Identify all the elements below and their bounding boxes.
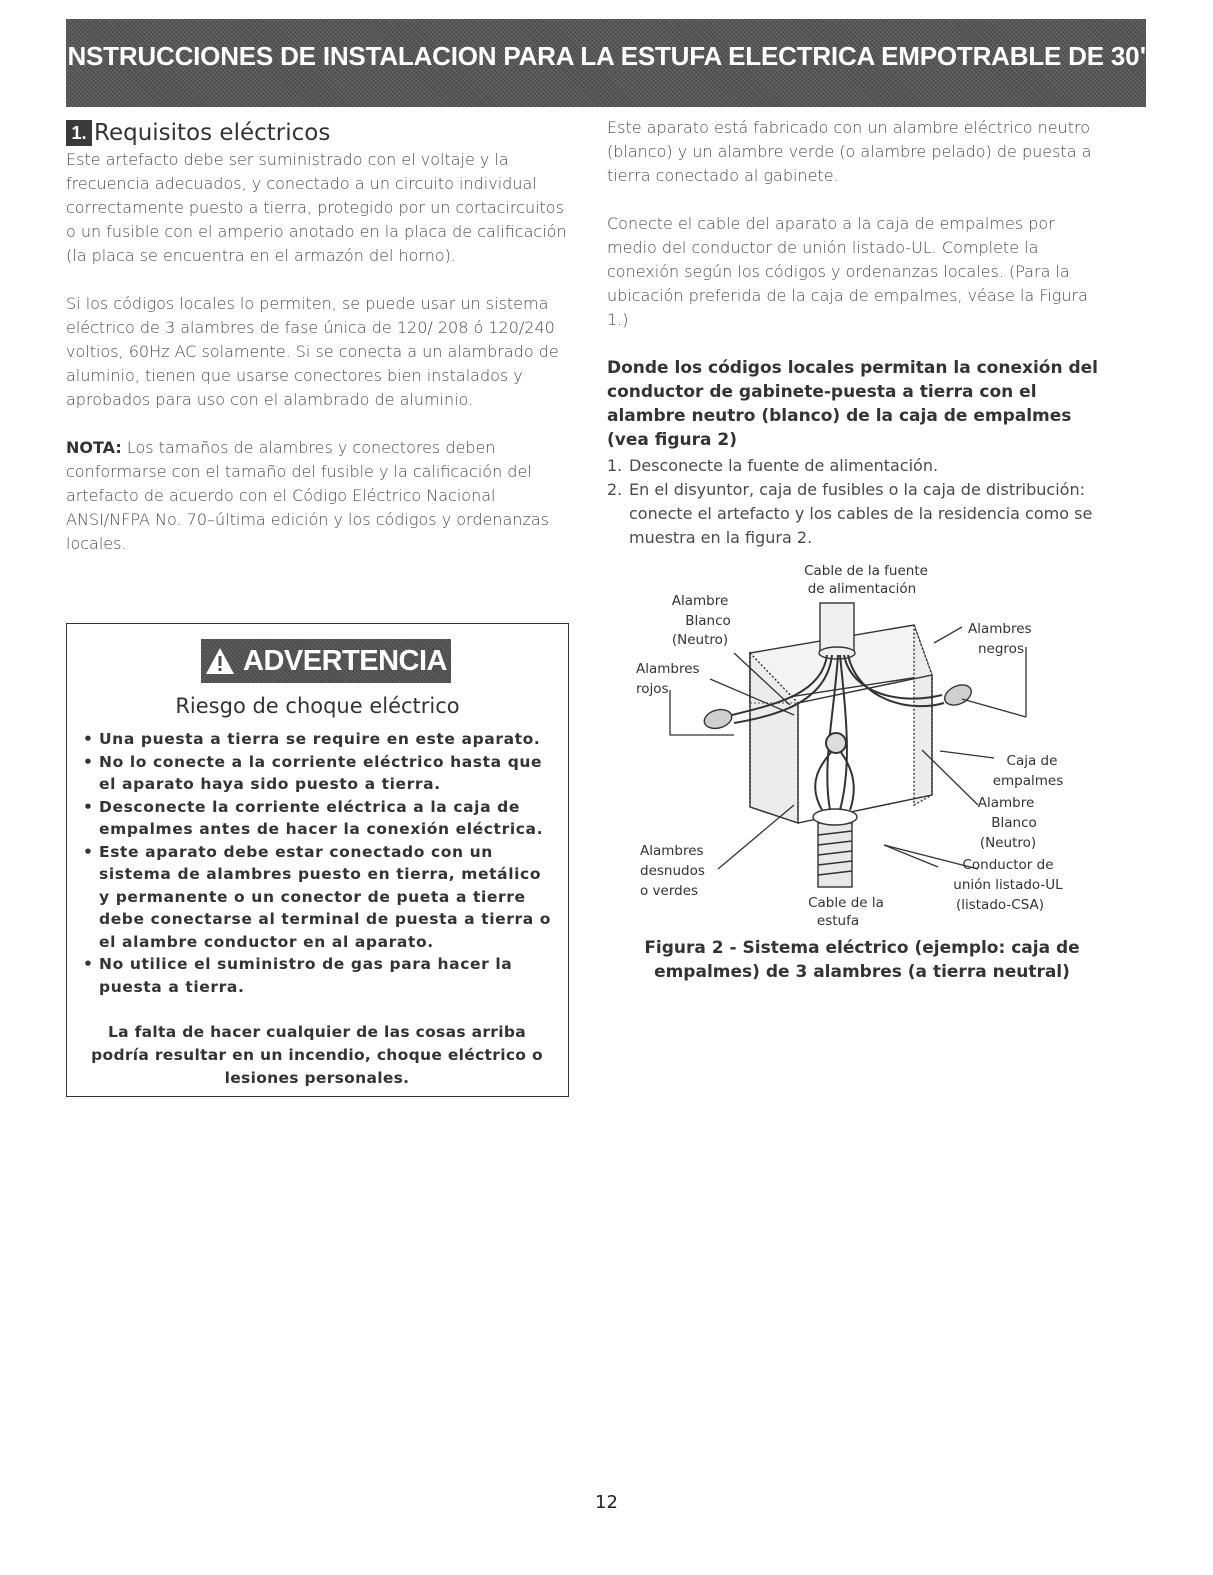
warning-label-text: ADVERTENCIA (243, 644, 447, 677)
section-title: Requisitos eléctricos (94, 120, 331, 146)
step-text: Desconecte la fuente de alimentación. (629, 456, 939, 475)
warning-item: • No utilice el suministro de gas para hacer la puesta a tierra. (81, 953, 557, 998)
paragraph-supply: Este artefacto debe ser suministrado con el voltaje y la frecuencia adecuados, y conectado a un circuito individual correctamente puesto a tierra, protegido por un cortacircuitos o un fusible con el amperio anotado en la placa de calificación (la placa se encuentra en el armazón del horno). (66, 150, 567, 265)
paragraph-connect: Conecte el cable del aparato a la caja de empalmes por medio del conductor de unión listado-UL. Complete la conexión según los códigos y ordenanzas locales. (Para la ubicación preferida de la caja de empalmes, véase la Figura 1.) (607, 214, 1088, 329)
nota-text: Los tamaños de alambres y conectores deben conformarse con el tamaño del fusible y la calificación del artefacto de acuerdo con el Código Eléctrico Nacional ANSI/NFPA No. 70–última edición y los códigos y ordenanzas locales. (66, 438, 549, 553)
nota-label: NOTA: (66, 438, 122, 457)
label-desnudos-3: o verdes (640, 883, 699, 899)
label-conductor-2: unión listado-UL (953, 877, 1063, 893)
label-cable-estufa-1: Cable de la (808, 895, 884, 911)
label-alambres-negros-1: Alambres (968, 621, 1032, 637)
label-alambre-blanco-3: (Neutro) (671, 632, 729, 648)
warning-title: Riesgo de choque eléctrico (175, 694, 460, 718)
warning-item: • Una puesta a tierra se require en este aparato. (81, 728, 557, 751)
junction-box-figure (622, 555, 1092, 935)
label-desnudos-1: Alambres (640, 843, 704, 859)
warning-triangle-icon (205, 647, 235, 675)
label-alambres-rojos-1: Alambres (636, 661, 700, 677)
warning-box (66, 623, 569, 1097)
section-number: 1. (66, 120, 92, 146)
warning-list (81, 728, 557, 998)
warning-item: • Este aparato debe estar conectado con un sistema de alambres puesto en tierra, metálico y permanente o un conector de pueta a tierre debe conectarse al terminal de puesta a tierra o el alambre conductor en al aparato. (81, 841, 557, 954)
label-alambres-rojos-2: rojos (636, 681, 669, 697)
step-item (607, 478, 1107, 550)
label-alambre-blanco-2: Blanco (685, 613, 731, 629)
steps-list (607, 454, 1107, 550)
step-text: En el disyuntor, caja de fusibles o la caja de distribución: conecte el artefacto y los cables de la residencia como se muestra en la figura 2. (629, 480, 1093, 547)
step-number: 1. (607, 456, 623, 475)
figure-caption: Figura 2 - Sistema eléctrico (ejemplo: caja de empalmes) de 3 alambres (a tierra neutral) (644, 938, 1080, 982)
label-conductor-1: Conductor de (962, 857, 1054, 873)
label-blanco-r-3: (Neutro) (979, 835, 1037, 851)
paragraph-system: Si los códigos locales lo permiten, se puede usar un sistema eléctrico de 3 alambres de fase única de 120/ 208 ó 120/240 voltios, 60Hz AC solamente. Si se conecta a un alambrado de aluminio, tienen que usarse conectores bien instalados y aprobados para uso con el alambrado de aluminio. (66, 294, 559, 409)
left-column (66, 116, 572, 580)
page-banner (60, 19, 1152, 107)
step-number: 2. (607, 480, 623, 499)
label-conductor-3: (listado-CSA) (955, 897, 1045, 913)
warning-label (201, 639, 451, 683)
label-caja-1: Caja de (1006, 753, 1058, 769)
label-cable-estufa-2: estufa (816, 913, 860, 929)
step-item (607, 454, 1107, 478)
label-blanco-r-1: Alambre (977, 795, 1035, 811)
label-cable-fuente-2: de alimentación (807, 581, 917, 597)
range-cable-drawing (813, 809, 857, 887)
subheading-local-codes: Donde los códigos locales permitan la conexión del conductor de gabinete-puesta a tierra con el alambre neutro (blanco) de la caja de empalmes (vea figura 2) (607, 358, 1099, 450)
paragraph-neutral: Este aparato está fabricado con un alambre eléctrico neutro (blanco) y un alambre verde (o alambre pelado) de puesta a tierra conectado al gabinete. (607, 118, 1092, 185)
label-desnudos-2: desnudos (640, 863, 705, 879)
label-alambre-blanco-1: Alambre (671, 593, 729, 609)
label-blanco-r-2: Blanco (991, 815, 1037, 831)
paragraph-nota (66, 436, 572, 556)
section-heading (66, 120, 572, 146)
label-cable-fuente-1: Cable de la fuente (804, 563, 928, 579)
supply-cable-drawing (819, 603, 855, 659)
page-number: 12 (595, 1492, 618, 1513)
warning-item: • Desconecte la corriente eléctrica a la caja de empalmes antes de hacer la conexión eléctrica. (81, 796, 557, 841)
right-column (607, 116, 1107, 550)
label-alambres-negros-2: negros (978, 641, 1024, 657)
label-caja-2: empalmes (992, 773, 1064, 789)
banner-title: INSTRUCCIONES DE INSTALACION PARA LA ESTUFA ELECTRICA EMPOTRABLE DE 30" (60, 40, 1152, 71)
warning-footer: La falta de hacer cualquier de las cosas arriba podría resultar en un incendio, choque eléctrico o lesiones personales. (91, 1023, 543, 1087)
warning-item: • No lo conecte a la corriente eléctrico hasta que el aparato haya sido puesto a tierra. (81, 751, 557, 796)
